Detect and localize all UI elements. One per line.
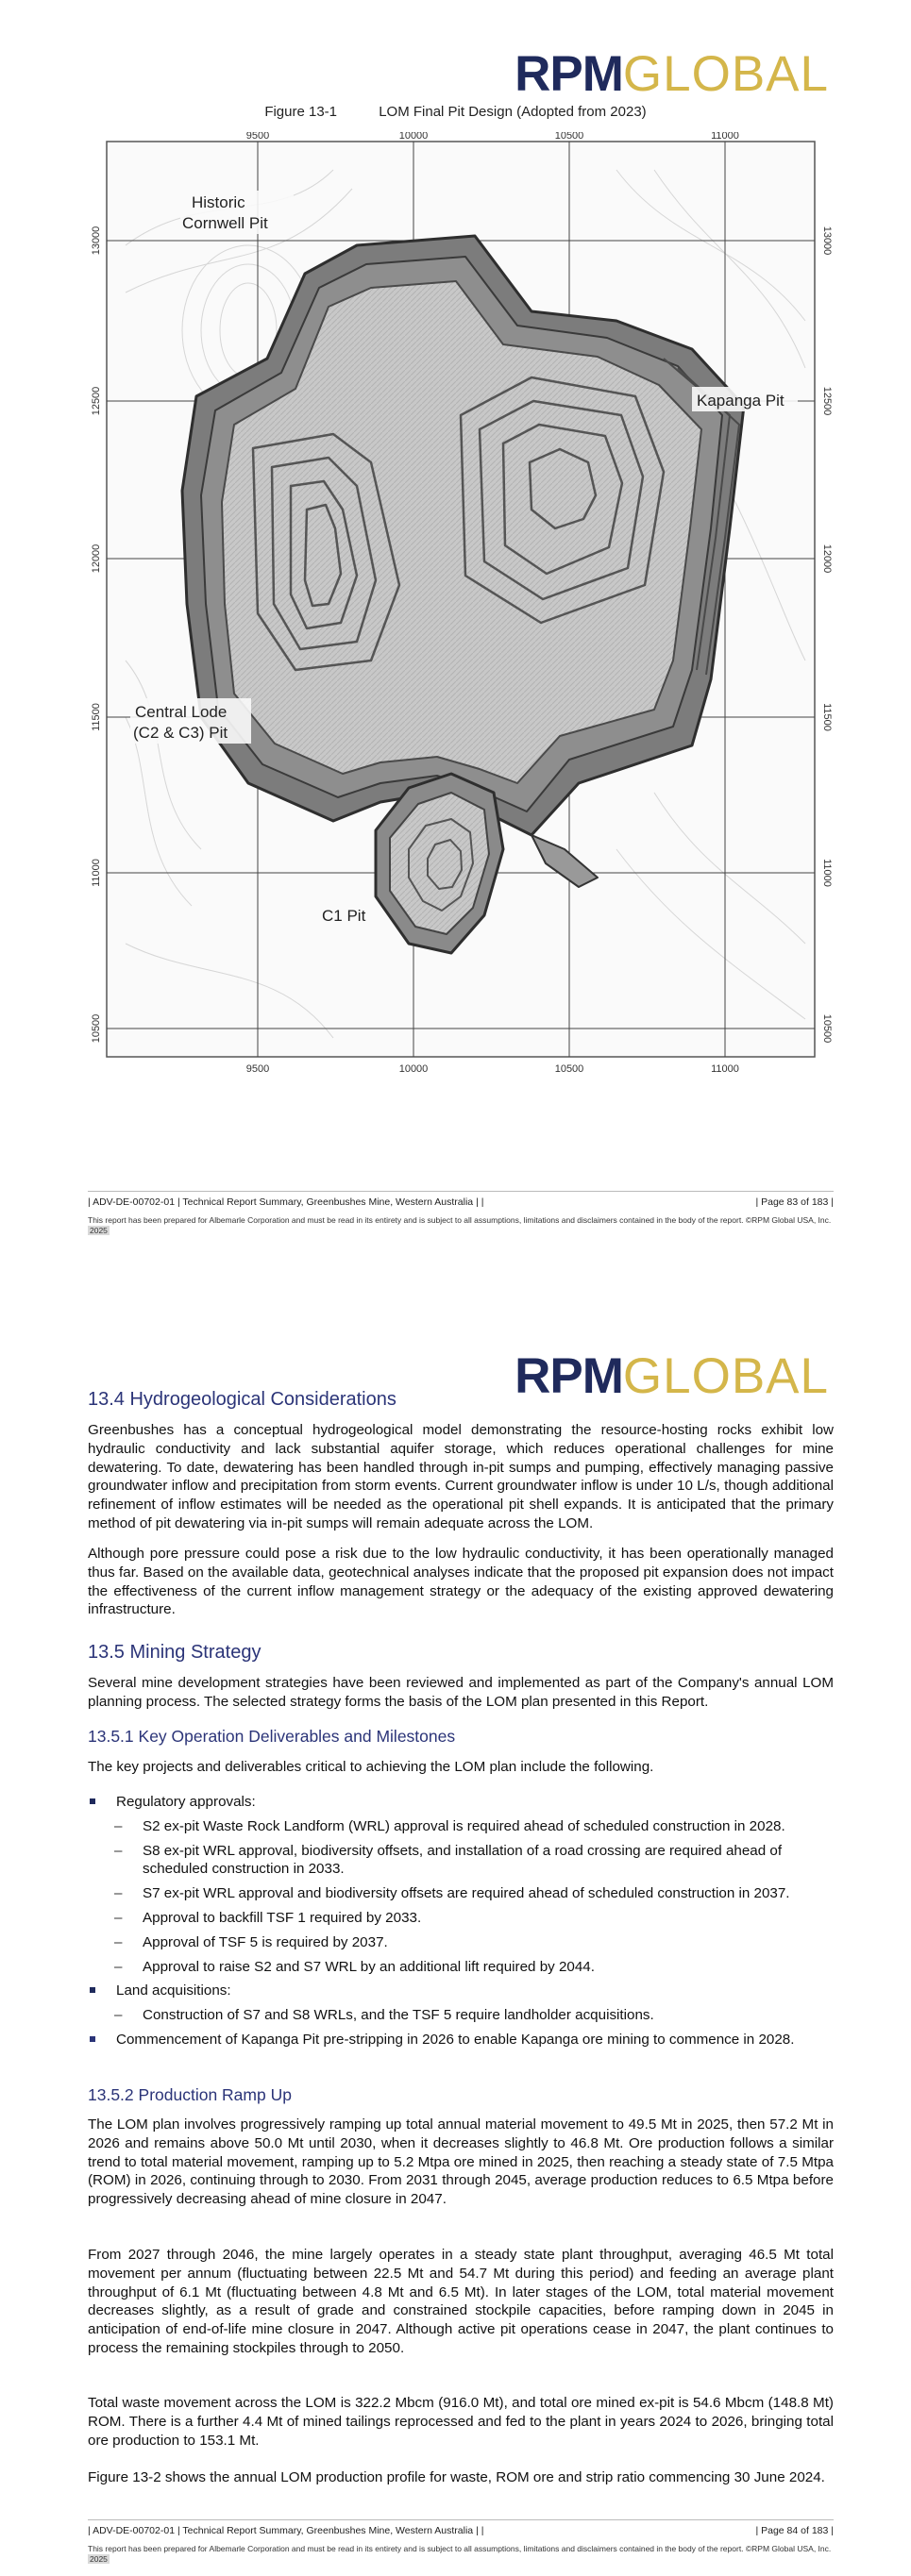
y-tick-left: 13000 [91, 226, 102, 256]
x-tick-bottom: 9500 [245, 1063, 270, 1075]
pit-design-map [88, 132, 834, 1080]
page-84 [0, 1302, 911, 2576]
x-tick-bottom: 10000 [398, 1063, 429, 1075]
page-83 [0, 0, 911, 1274]
paragraph: Figure 13-2 shows the annual LOM production profile for waste, ROM ore and strip ratio commencing 30 June 2024. [88, 2469, 825, 2485]
paragraph: From 2027 through 2046, the mine largely operates in a steady state plant throughput, averaging 46.5 Mt total movement per annum (fluctuating between 22.5 Mt and 54.7 Mt during this period) and feeding an average plant throughput of 6.1 Mt (fluctuating between 4.8 Mt and 6.5 Mt). In later stages of the LOM, total material movement decreases slightly, as a result of grade and constrained stockpile capacities, before ramping down in 2045 in anticipation of end-of-life mine closure in 2047. Although active pit operations cease in 2047, the plant continues to process the remaining stockpiles through to 2050. [88, 2247, 834, 2356]
paragraph: The key projects and deliverables critical to achieving the LOM plan include the following. [88, 1759, 654, 1775]
y-tick-left: 12000 [91, 544, 102, 574]
y-tick-right: 10500 [821, 1013, 833, 1044]
paragraph: Several mine development strategies have been reviewed and implemented as part of the Company's annual LOM planning process. The selected strategy forms the basis of the LOM plan presented in this Report. [88, 1675, 834, 1710]
list-item: Commencement of Kapanga Pit pre-stripping in 2026 to enable Kapanga ore mining to commence in 2028. [88, 2031, 834, 2049]
list-item: Land acquisitions: [88, 1982, 834, 2000]
footer-disclaimer: This report has been prepared for Albemarle Corporation and must be read in its entirety and is subject to all assumptions, limitations and disclaimers contained in the body of the report. ©RPM Global USA, Inc. 2025 [88, 2544, 832, 2565]
list-item: – S7 ex-pit WRL approval and biodiversity offsets are required ahead of scheduled construction in 2037. [88, 1884, 834, 1903]
figure-caption [0, 104, 911, 120]
x-tick-top: 11000 [711, 132, 739, 142]
y-tick-right: 13000 [821, 226, 833, 256]
heading-13-5-1: 13.5.1 Key Operation Deliverables and Milestones [88, 1727, 456, 1746]
footer-page-number: | Page 83 of 183 | [755, 1196, 834, 1208]
footer-page-84 [88, 2519, 834, 2566]
list-item: – S2 ex-pit Waste Rock Landform (WRL) approval is required ahead of scheduled construction in 2028. [88, 1817, 834, 1836]
footer-disclaimer: This report has been prepared for Albemarle Corporation and must be read in its entirety and is subject to all assumptions, limitations and disclaimers contained in the body of the report. ©RPM Global USA, Inc. 2025 [88, 1215, 832, 1236]
list-item: Regulatory approvals: [88, 1793, 834, 1812]
label-central-pit: (C2 & C3) Pit [133, 724, 228, 742]
footer-page-number: | Page 84 of 183 | [755, 2525, 834, 2536]
pit-design-svg [88, 132, 834, 1080]
paragraph: Total waste movement across the LOM is 322.2 Mbcm (916.0 Mt), and total ore mined ex-pit is 54.6 Mbcm (148.8 Mt) ROM. There is a further 4.4 Mt of mined tailings reprocessed and fed to the plant in years 2024 to 2026, bringing total ore production to 153.1 Mt. [88, 2395, 834, 2449]
list-item: – Approval to raise S2 and S7 WRL by an additional lift required by 2044. [88, 1958, 834, 1977]
heading-13-4: 13.4 Hydrogeological Considerations [88, 1389, 396, 1410]
paragraph: Greenbushes has a conceptual hydrogeological model demonstrating the resource-hosting rocks exhibit low hydraulic conductivity and lack substantial aquifer storage, which reduces operational challenges for mine dewatering. To date, dewatering has been handled through in-pit sumps and pumping, effectively managing passive groundwater inflow and precipitation from storm events. Current groundwater inflow is under 10 L/s, though additional refinement of inflow estimates will be needed as the operational pit shell expands. It is anticipated that the primary method of pit dewatering via in-pit sumps will remain adequate across the LOM. [88, 1422, 834, 1531]
label-kapanga-pit: Kapanga Pit [697, 392, 784, 410]
list-item: – Approval of TSF 5 is required by 2037. [88, 1933, 834, 1952]
footer-doc-ref: | ADV-DE-00702-01 | Technical Report Summary, Greenbushes Mine, Western Australia | | [88, 2525, 484, 2536]
footer-page-83 [88, 1191, 834, 1237]
label-cornwell-pit: Cornwell Pit [182, 214, 268, 232]
paragraph: The LOM plan involves progressively ramping up total annual material movement to 49.5 Mt in 2025, then 57.2 Mt in 2026 and remains above 50.0 Mt until 2030, when it decreases slightly to 46.8 Mt. Ore production follows a similar trend to total material movement, ramping up to 5.2 Mtpa ore mined in 2025, then reaching a steady state of 7.5 Mtpa (ROM) in 2026, continuing through to 2030. From 2031 through 2045, average production reduces to 6.5 Mtpa before progressively decreasing ahead of mine closure in 2047. [88, 2116, 834, 2208]
deliverables-list [88, 1793, 834, 2055]
footer-doc-ref: | ADV-DE-00702-01 | Technical Report Summary, Greenbushes Mine, Western Australia | | [88, 1196, 484, 1208]
y-tick-right: 11000 [821, 859, 833, 887]
rpm-global-logo: RPMGLOBAL [515, 46, 829, 102]
label-central-lode: Central Lode [135, 703, 228, 721]
y-tick-right: 12500 [821, 386, 833, 416]
list-item: – Construction of S7 and S8 WRLs, and the TSF 5 require landholder acquisitions. [88, 2006, 834, 2025]
label-c1-pit: C1 Pit [322, 907, 366, 925]
y-tick-left: 12500 [91, 386, 102, 416]
label-historic: Historic [192, 193, 245, 211]
y-tick-right: 12000 [821, 544, 833, 574]
list-item: – S8 ex-pit WRL approval, biodiversity offsets, and installation of a road crossing are required ahead of scheduled construction in 2033. [88, 1842, 834, 1880]
paragraph: Although pore pressure could pose a risk due to the low hydraulic conductivity, it has been operationally managed thus far. Based on the available data, geotechnical analyses indicate that the proposed pit expansion does not impact the effectiveness of the current inflow management strategy or the adequacy of the existing approved dewatering infrastructure. [88, 1546, 834, 1618]
y-tick-left: 11000 [91, 859, 102, 887]
list-item: – Approval to backfill TSF 1 required by 2033. [88, 1909, 834, 1928]
y-tick-left: 10500 [91, 1013, 102, 1044]
x-tick-bottom: 11000 [711, 1063, 739, 1075]
heading-13-5: 13.5 Mining Strategy [88, 1642, 261, 1663]
figure-number: Figure 13-1 [264, 104, 338, 120]
x-tick-top: 9500 [245, 132, 270, 142]
x-tick-top: 10000 [398, 132, 429, 142]
x-tick-top: 10500 [554, 132, 584, 142]
x-tick-bottom: 10500 [554, 1063, 584, 1075]
y-tick-left: 11500 [91, 703, 102, 731]
figure-title: LOM Final Pit Design (Adopted from 2023) [379, 104, 647, 120]
heading-13-5-2: 13.5.2 Production Ramp Up [88, 2085, 292, 2104]
rpm-global-logo: RPMGLOBAL [515, 1348, 829, 1404]
y-tick-right: 11500 [821, 703, 833, 731]
